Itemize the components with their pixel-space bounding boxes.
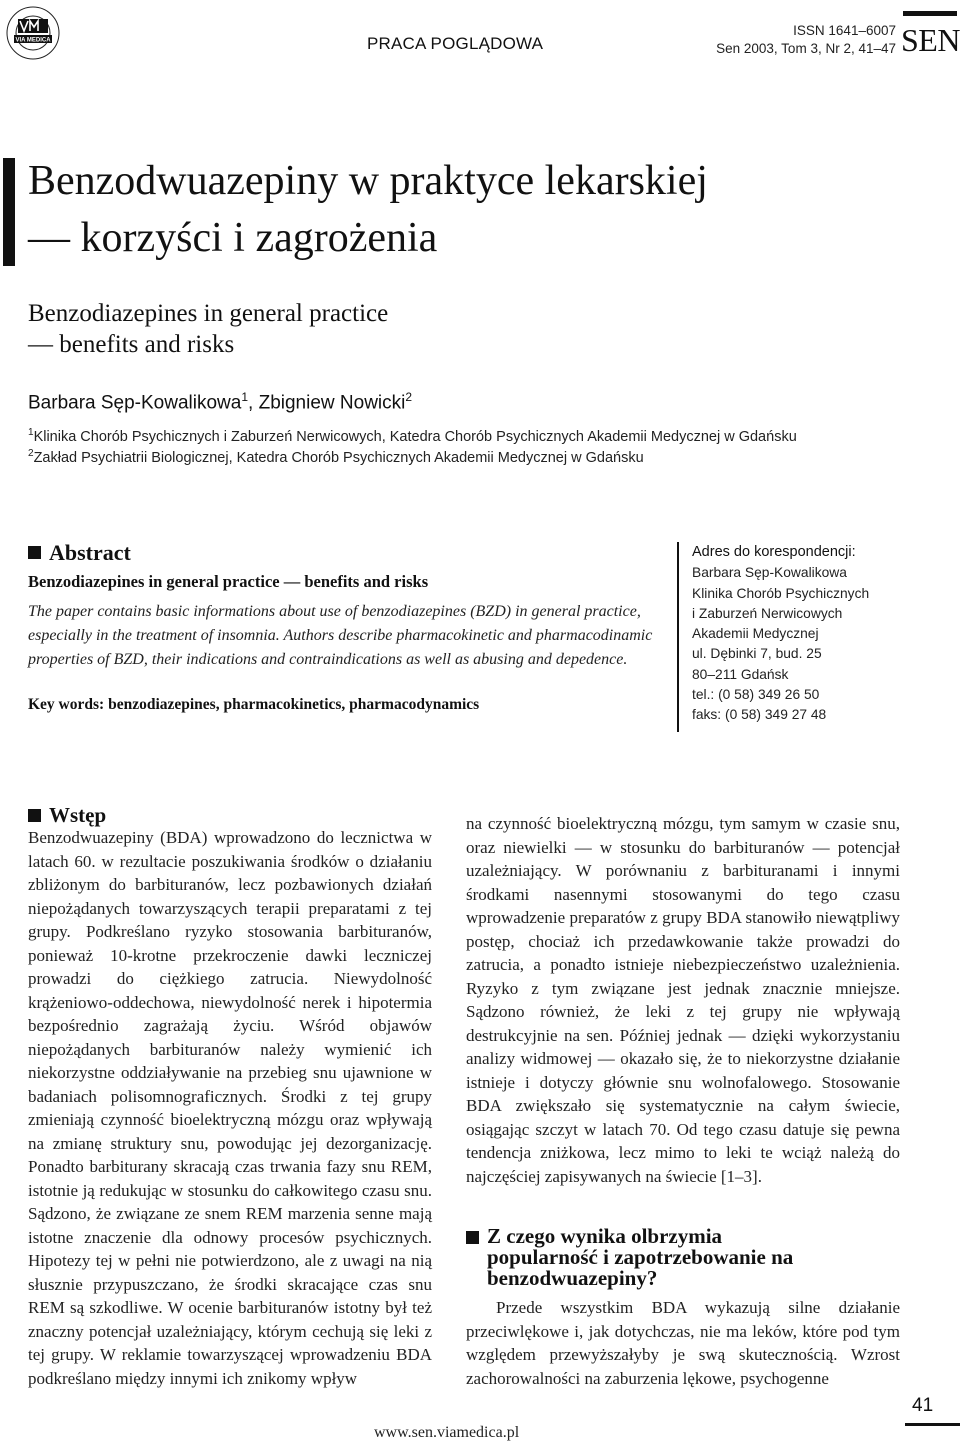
correspondence-line: 80–211 Gdańsk	[692, 666, 789, 682]
correspondence-line: i Zaburzeń Nerwicowych	[692, 605, 843, 621]
affiliation-2-text: Zakład Psychiatrii Biologicznej, Katedra Chorób Psychicznych Akademii Medycznej w Gdańsku	[33, 449, 644, 466]
bullet-square-icon	[466, 1231, 479, 1244]
issn: ISSN 1641–6007	[793, 23, 896, 38]
intro-paragraph: Benzodwuazepiny (BDA) wprowadzono do lecznictwa w latach 60. w rezultacie poszukiwania środków o działaniu zbliżonym do barbituranów, lecz pozbawionych działań niepożądanych towarzyszących terapii preparatami z tej grupy. Podkreślano ryzyko stosowania barbituranów, ponieważ 10-krotne przekroczenie dawki leczniczej prowadzi do ciężkiego zatrucia. Niewydolność krążeniowo-oddechowa, niewydolność nerek i hipotermia bezpośrednio zagrażają życiu. Wśród objawów niepożądanych barbituranów należy wymienić ich niekorzystne oddziaływanie na przebieg snu ujawnione w badaniach polisomnograficznych. Środki z tej grupy zmieniają czynność bioelektryczną mózgu oraz wpływają na zmianę struktury snu, powodując jej dezorganizację. Ponadto barbiturany skracają czas trwania fazy snu REM, istotnie ją redukując w stosunku do całkowitego czasu snu. Sądzono, że związane ze snem REM marzenia senne mają istotne znaczenie dla odnowy procesów psychicznych. Hipotezy tej w pełni nie potwierdzono, ale z uwagi na nią słusznie przypuszczano, że środki skracające czas snu REM są szkodliwe. W ocenie barbituranów istotny był też znaczny potencjał uzależniający, którym cechują się leki z tej grupy. W reklamie towarzyszącej wprowadzeniu BDA podkreślano między innymi ich znikomy wpływ	[28, 828, 432, 1388]
correspondence-line: ul. Dębinki 7, bud. 25	[692, 646, 822, 662]
bullet-square-icon	[28, 546, 41, 559]
correspondence-line: Barbara Sęp-Kowalikowa	[692, 565, 847, 581]
title-en-line1: Benzodiazepines in general practice	[28, 300, 389, 327]
section-heading-popularity-text: Z czego wynika olbrzymia popularność i zapotrzebowanie na benzodwuazepiny?	[487, 1224, 794, 1290]
abstract-heading	[28, 540, 131, 566]
body-column-left	[28, 826, 432, 1390]
author-2-sup: 2	[405, 390, 413, 404]
journal-abbrev: SEN	[901, 22, 960, 58]
title-bar	[3, 158, 15, 266]
intro-continuation: na czynność bioelektryczną mózgu, tym samym w czasie snu, oraz niewielki — w stosunku do barbituranów — potencjał uzależniający. W porównaniu z barbituranami i innymi środkami nasennymi stosowanymi do tego czasu wprowadzenie preparatów z grupy BDA stanowiło niewątpliwy postęp, chociaż ich przedawkowanie także prowadzi do zatrucia, a ponadto istnieje niebezpieczeństwo uzależnienia. Ryzyko z tym związane jest jednak znacznie mniejsze. Sądzono również, że leki z tej grupy nie wpływają destrukcyjnie na sen. Później jednak — dzięki wykorzystaniu analizy widmowej — okazało się, że to niekorzystne działanie istnieje i dotyczy głównie snu wolnofalowego. Stosowanie BDA zwiększało się systematycznie na całym świecie, osiągając szczyt w latach 70. Od tego czasu datuje się pewna tendencja zniżkowa, lecz mimo to leki te wciąż należą do najczęściej zapisywanych na świecie [1–3].	[466, 814, 900, 1186]
correspondence-line: Klinika Chorób Psychicznych	[692, 585, 870, 601]
affiliation-1	[28, 427, 797, 445]
title-pl-line1: Benzodwuazepiny w praktyce lekarskiej	[28, 158, 708, 204]
correspondence-line: tel.: (0 58) 349 26 50	[692, 687, 820, 703]
publisher-logo	[4, 4, 62, 62]
section-heading-intro	[28, 803, 106, 828]
section-heading-intro-text: Wstęp	[49, 803, 107, 827]
body-column-right-2	[466, 1296, 900, 1390]
correspondence-box	[677, 542, 869, 732]
abstract-subtitle: Benzodiazepines in general practice — benefits and risks	[28, 572, 429, 591]
bullet-square-icon	[28, 809, 41, 822]
issue-info: Sen 2003, Tom 3, Nr 2, 41–47	[716, 41, 896, 56]
author-2: Zbigniew Nowicki	[258, 392, 406, 414]
affiliation-1-sup: 1	[28, 427, 34, 438]
affiliation-2-sup: 2	[28, 448, 34, 459]
footer-url[interactable]: www.sen.viamedica.pl	[374, 1424, 520, 1441]
popularity-paragraph: Przede wszystkim BDA wykazują silne działanie przeciwlękowe i, jak dotychczas, nie ma leków, które pod tym względem przewyższałyby je swą skutecznością. Wzrost zachorowalności na zaburzenia lękowe, psychogenne	[466, 1298, 900, 1388]
correspondence-title: Adres do korespondencji:	[692, 544, 856, 560]
keywords: Key words: benzodiazepines, pharmacokinetics, pharmacodynamics	[28, 696, 480, 713]
title-en-line2: — benefits and risks	[28, 331, 235, 358]
affiliation-2	[28, 448, 644, 466]
footer-rule	[905, 1423, 960, 1426]
section-heading-popularity	[466, 1226, 866, 1289]
author-1: Barbara Sęp-Kowalikowa	[28, 392, 242, 414]
title-english	[28, 298, 388, 360]
affiliation-1-text: Klinika Chorób Psychicznych i Zaburzeń Nerwicowych, Katedra Chorób Psychicznych Akademii Medycznej w Gdańsku	[33, 428, 797, 445]
issn-block	[716, 22, 896, 58]
header-rule	[903, 11, 957, 16]
author-separator: ,	[248, 392, 259, 414]
body-column-right	[466, 812, 900, 1188]
authors	[28, 390, 412, 414]
abstract-heading-text: Abstract	[49, 540, 131, 565]
publisher-logo-graphic	[4, 4, 62, 62]
section-label: PRACA POGLĄDOWA	[367, 34, 544, 53]
author-1-sup: 1	[241, 390, 249, 404]
title-pl-line2: — korzyści i zagrożenia	[28, 215, 438, 261]
page-number: 41	[912, 1395, 934, 1416]
correspondence-line: faks: (0 58) 349 27 48	[692, 707, 827, 723]
title-polish	[28, 153, 928, 267]
abstract-body: The paper contains basic informations about use of benzodiazepines (BZD) in general practice, especially in the treatment of insomnia. Authors describe pharmacokinetic and pharmacodinamic properties of BZD, their indications and contraindications as well as abusing and depedence.	[28, 603, 653, 668]
logo-text: VIA MEDICA	[15, 37, 51, 44]
correspondence-line: Akademii Medycznej	[692, 626, 819, 642]
